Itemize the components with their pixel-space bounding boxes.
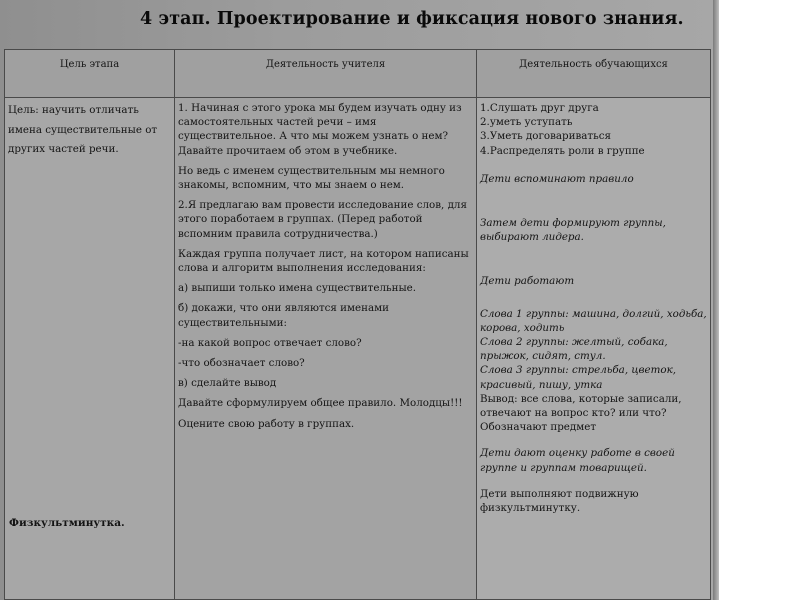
cooperation-rule: 2.уметь уступать	[480, 116, 573, 129]
teacher-cell	[175, 98, 477, 600]
student-conclusion: Вывод: все слова, которые записали, отвечают на вопрос кто? или что? Обозначают предмет	[480, 392, 682, 434]
table-header-row	[5, 50, 711, 98]
teacher-step: б) докажи, что они являются именами существительными:	[178, 302, 390, 329]
teacher-step: Каждая группа получает лист, на котором написаны слова и алгоритм выполнения исследования:	[178, 247, 469, 275]
cooperation-rule: 1.Слушать друг друга	[480, 102, 599, 114]
cooperation-rule: 4.Распределять роли в группе	[480, 144, 645, 157]
student-evaluation: Дети дают оценку работе в своей группе и группам товарищей.	[480, 447, 675, 474]
teacher-step: Давайте сформулируем общее правило. Молодцы!!!	[178, 397, 463, 410]
goal-cell	[5, 98, 175, 600]
group-words: Слова 2 группы: желтый, собака, прыжок, сидят, стул.	[480, 336, 668, 363]
teacher-step: 1. Начиная с этого урока мы будем изучать одну из самостоятельных частей речи – имя существительное. А что мы можем узнать о нем? Давайте прочитаем об этом в учебнике.	[178, 102, 462, 157]
teacher-step: -что обозначает слово?	[178, 357, 305, 370]
teacher-step: 2.Я предлагаю вам провести исследование слов, для этого поработаем в группах. (Перед работой вспомним правила сотрудничества.)	[178, 199, 467, 240]
student-cell	[477, 98, 711, 600]
teacher-step: Оцените свою работу в группах.	[178, 417, 355, 430]
teacher-step: в) сделайте вывод	[178, 377, 277, 390]
header-teacher-activity: Деятельность учителя	[175, 50, 477, 98]
student-groups: Затем дети формируют группы, выбирают лидера.	[480, 217, 666, 244]
teacher-step: а) выпиши только имена существительные.	[178, 282, 417, 295]
student-recall: Дети вспоминают правило	[480, 172, 634, 185]
teacher-step: Но ведь с именем существительным мы немного знакомы, вспомним, что мы знаем о нем.	[178, 164, 445, 192]
header-stage-goal: Цель этапа	[5, 50, 175, 98]
lesson-stage-table	[4, 49, 711, 600]
physminute-label: Физкультминутка.	[9, 517, 125, 529]
slide-title: 4 этап. Проектирование и фиксация нового знания.	[140, 9, 684, 29]
group-words: Слова 3 группы: стрельба, цветок, красивый, пишу, утка	[480, 364, 677, 391]
slide-edge-shadow	[713, 0, 719, 600]
student-working: Дети работают	[480, 275, 575, 288]
cooperation-rule: 3.Уметь договариваться	[480, 130, 611, 143]
teacher-step: -на какой вопрос отвечает слово?	[178, 336, 362, 349]
student-physminute: Дети выполняют подвижную физкультминутку.	[480, 487, 639, 515]
goal-text: Цель: научить отличать имена существительные от других частей речи.	[8, 104, 158, 156]
group-words: Слова 1 группы: машина, долгий, ходьба, корова, ходить	[480, 307, 707, 334]
header-student-activity: Деятельность обучающихся	[477, 50, 711, 98]
table-row	[5, 98, 711, 600]
